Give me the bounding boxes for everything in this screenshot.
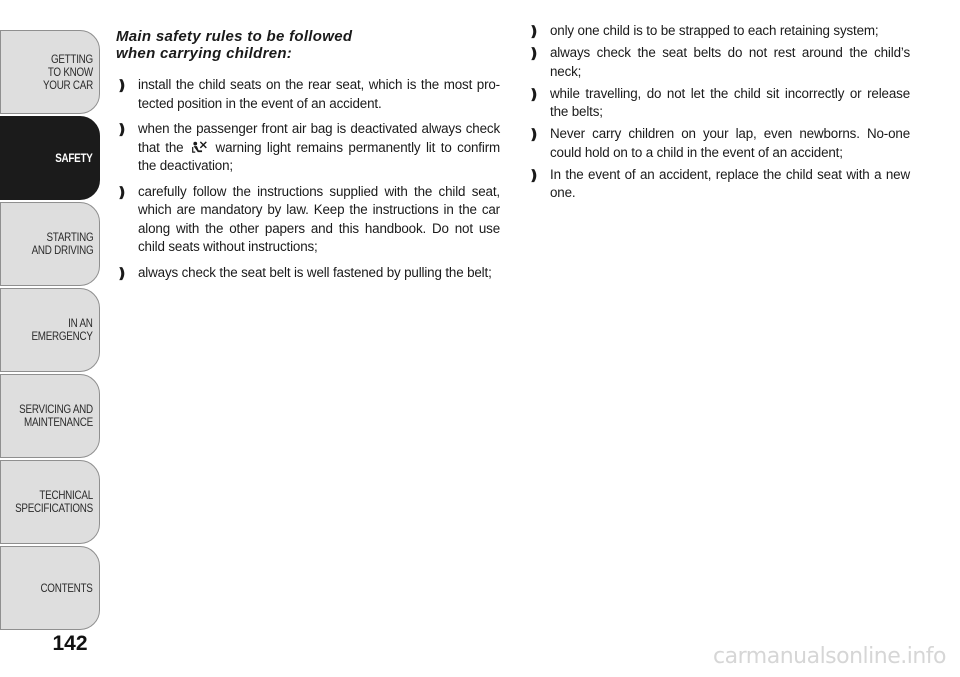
list-item-text: while travelling, do not let the child sit incorrectly or release the belts; <box>550 85 910 119</box>
list-item-text: install the child seats on the rear seat, which is the most pro-tected position in the event of an accident. <box>138 77 500 111</box>
list-item-text: In the event of an accident, replace the child seat with a new one. <box>550 166 910 200</box>
list-item <box>528 44 910 81</box>
safety-rules-list <box>528 22 910 203</box>
tab-label: STARTING AND DRIVING <box>31 230 93 257</box>
tab-label: SAFETY <box>55 150 93 165</box>
safety-rules-list <box>116 76 500 282</box>
right-column <box>528 22 910 206</box>
tab-safety[interactable] <box>0 116 100 200</box>
tab-label: TECHNICAL SPECIFICATIONS <box>15 488 93 515</box>
tab-starting-and-driving[interactable] <box>0 202 100 286</box>
tab-getting-to-know-your-car[interactable] <box>0 30 100 114</box>
tab-in-an-emergency[interactable] <box>0 288 100 372</box>
list-item-text: only one child is to be strapped to each retaining system; <box>550 23 879 38</box>
list-item <box>116 264 500 283</box>
list-item-text: warning light remains permanently lit to confirm the deactivation; <box>138 139 501 173</box>
list-item <box>116 183 500 257</box>
list-item-text: carefully follow the instructions supplied with the child seat, which are mandatory by law. Keep the instructions in the car along with the other papers and this handbook. Do not use child seats without instructions; <box>138 183 500 254</box>
list-item <box>528 85 910 122</box>
heading-line: Main safety rules to be followed <box>116 28 353 45</box>
tab-label: CONTENTS <box>40 580 93 595</box>
list-item-text: Never carry children on your lap, even newborns. No-one could hold on to a child in the event of an accident; <box>550 126 910 160</box>
list-item <box>116 76 500 113</box>
list-item-text: always check the seat belt is well fastened by pulling the belt; <box>138 264 492 280</box>
list-item <box>528 166 910 203</box>
watermark: carmanualsonline.info <box>713 644 946 669</box>
list-item-text: when the passenger front air bag is deactivated always check that the <box>138 121 500 155</box>
tab-contents[interactable] <box>0 546 100 630</box>
list-item <box>528 22 910 41</box>
list-item <box>528 125 910 162</box>
tab-servicing-and-maintenance[interactable] <box>0 374 100 458</box>
section-heading <box>116 28 500 62</box>
passenger-airbag-off-warning-icon <box>191 140 208 154</box>
tab-technical-specifications[interactable] <box>0 460 100 544</box>
tab-label: GETTING TO KNOW YOUR CAR <box>43 51 93 92</box>
heading-line: when carrying children: <box>116 45 293 62</box>
list-item <box>116 120 500 176</box>
page-number: 142 <box>52 632 88 655</box>
left-column <box>116 22 500 289</box>
list-item-text: always check the seat belts do not rest around the child’s neck; <box>550 45 910 79</box>
tab-label: IN AN EMERGENCY <box>31 316 93 343</box>
tab-label: SERVICING AND MAINTENANCE <box>19 402 93 429</box>
